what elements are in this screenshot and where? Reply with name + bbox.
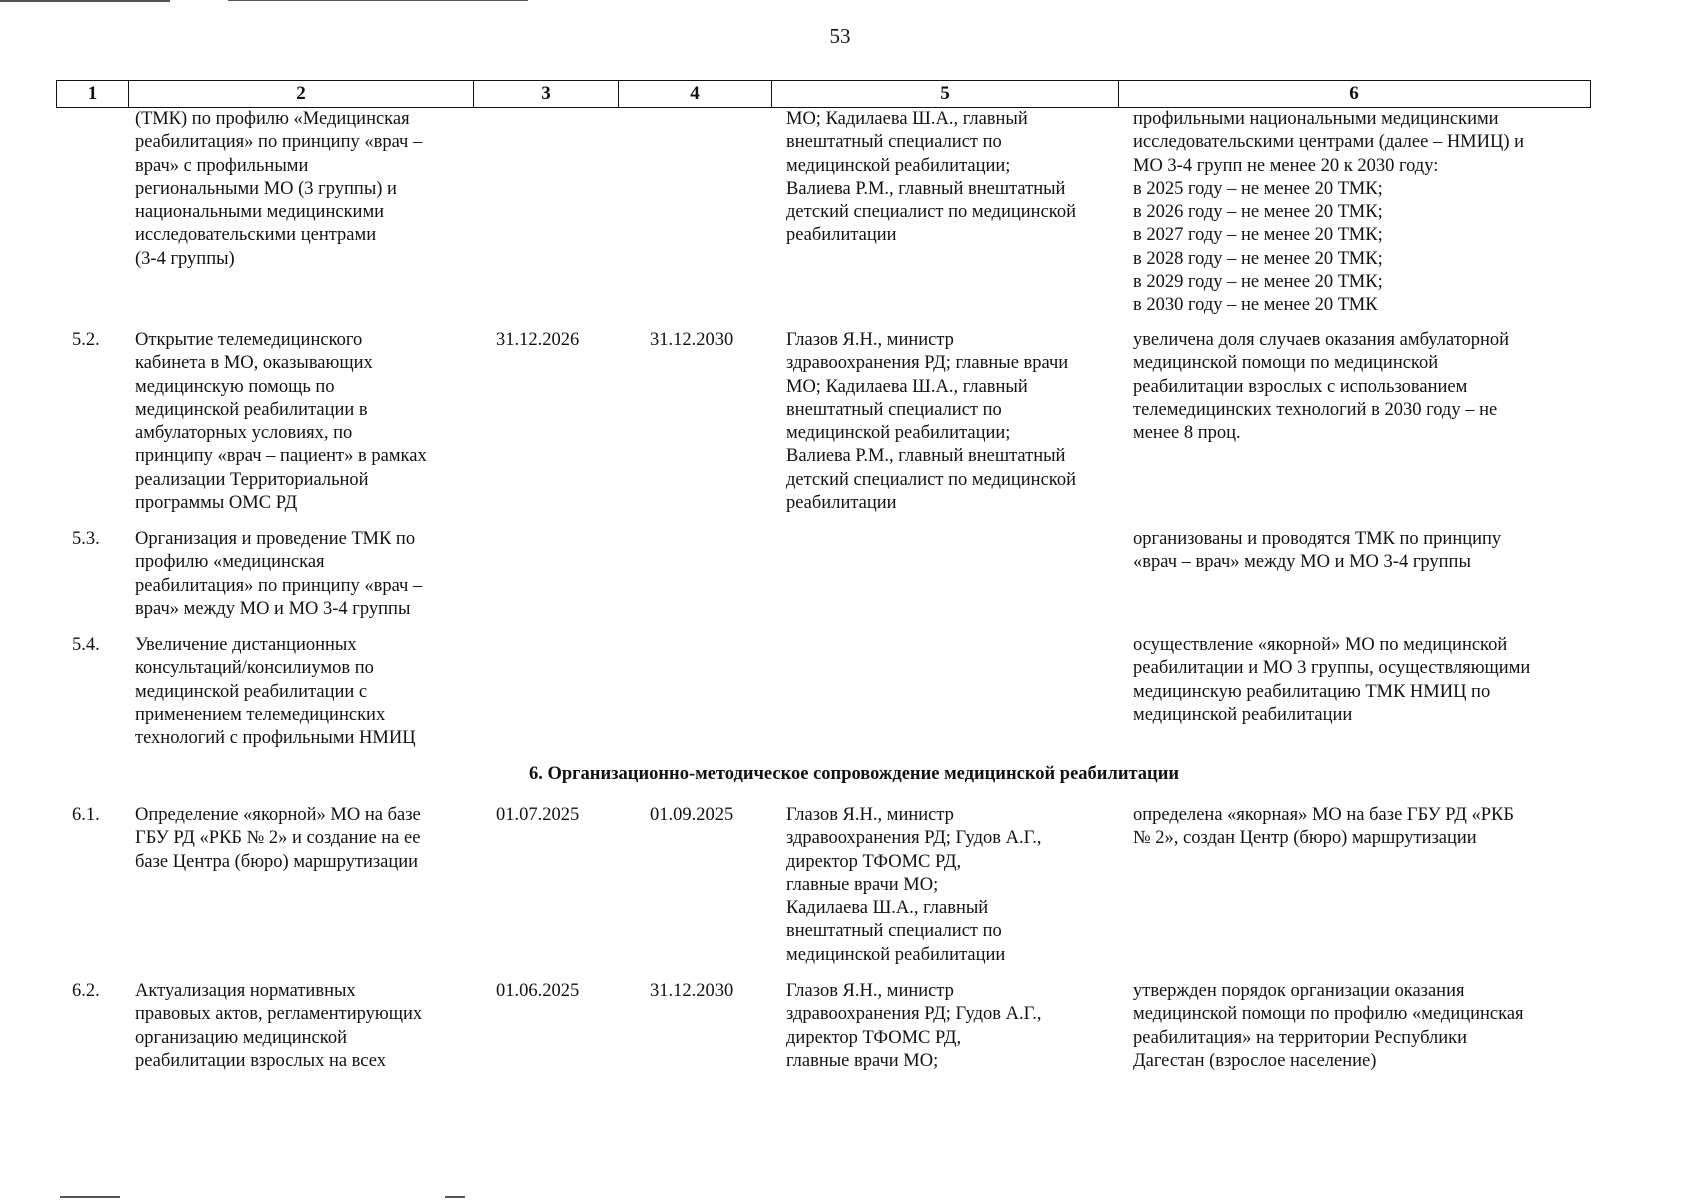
scan-edge-line bbox=[0, 0, 170, 2]
measure-text: Открытие телемедицинского кабинета в МО, оказывающих медицинскую помощь по медицинской реабилитации в амбулаторных условиях, по принципу «врач – пациент» в рамках реализации Территориальной программы ОМС РД bbox=[135, 330, 427, 514]
responsible-text: Глазов Я.Н., министр здравоохранения РД; главные врачи МО; Кадилаева Ш.А., главный внештатный специалист по медицинской реабилитации; Валиева Р.М., главный внештатный детский специалист по медицинской реабилитации bbox=[786, 330, 1076, 514]
column-header-4: 4 bbox=[619, 81, 772, 107]
end-date: 31.12.2030 bbox=[650, 981, 734, 1001]
measure-text: Актуализация нормативных правовых актов, регламентирующих организацию медицинской реабилитации взрослых на всех bbox=[135, 981, 423, 1071]
page-number: 53 bbox=[829, 24, 851, 48]
start-date: 01.07.2025 bbox=[496, 805, 580, 825]
responsible-text: МО; Кадилаева Ш.А., главный внештатный специалист по медицинской реабилитации; Валиева Р.М., главный внештатный детский специалист по медицинской реабилитации bbox=[786, 109, 1076, 246]
result-text: увеличена доля случаев оказания амбулаторной медицинской помощи по медицинской реабилитации взрослых с использованием телемедицинских технологий в 2030 году – не менее 8 проц. bbox=[1133, 330, 1510, 444]
result-text: утвержден порядок организации оказания медицинской помощи по профилю «медицинская реабилитация» на территории Республики Дагестан (взрослое население) bbox=[1133, 981, 1524, 1071]
end-date: 31.12.2030 bbox=[650, 330, 734, 350]
row-number: 5.4. bbox=[72, 635, 100, 655]
scan-edge-line bbox=[228, 0, 528, 1]
measure-text: Определение «якорной» МО на базе ГБУ РД «РКБ № 2» и создание на ее базе Центра (бюро) маршрутизации bbox=[135, 805, 421, 872]
row-number: 5.3. bbox=[72, 529, 100, 549]
start-date: 01.06.2025 bbox=[496, 981, 580, 1001]
end-date: 01.09.2025 bbox=[650, 805, 734, 825]
result-text: профильными национальными медицинскими исследовательскими центрами (далее – НМИЦ) и МО 3-4 групп не менее 20 к 2030 году: в 2025 году – не менее 20 ТМК; в 2026 году – не менее 20 ТМК; в 2027 году – не менее 20 ТМК; в 2028 году – не менее 20 ТМК; в 2029 году – не менее 20 ТМК; в 2030 году – не менее 20 ТМК bbox=[1133, 109, 1525, 316]
row-number: 6.2. bbox=[72, 981, 100, 1001]
section-title: 6. Организационно-методическое сопровождение медицинской реабилитации bbox=[528, 764, 1180, 784]
column-header-1: 1 bbox=[57, 81, 129, 107]
start-date: 31.12.2026 bbox=[496, 330, 580, 350]
column-header-6: 6 bbox=[1349, 83, 1359, 104]
measure-text: Увеличение дистанционных консультаций/консилиумов по медицинской реабилитации с применением телемедицинских технологий с профильными НМИЦ bbox=[135, 635, 416, 749]
column-header-5: 5 bbox=[772, 81, 1119, 107]
column-header-3: 3 bbox=[474, 81, 619, 107]
result-text: определена «якорная» МО на базе ГБУ РД «РКБ № 2», создан Центр (бюро) маршрутизации bbox=[1133, 805, 1514, 849]
scan-edge-line bbox=[60, 1196, 120, 1198]
responsible-text: Глазов Я.Н., министр здравоохранения РД; Гудов А.Г., директор ТФОМС РД, главные врачи МО; bbox=[786, 981, 1042, 1071]
measure-text: Организация и проведение ТМК по профилю «медицинская реабилитация» по принципу «врач – врач» между МО и МО 3-4 группы bbox=[135, 529, 423, 619]
result-text: осуществление «якорной» МО по медицинской реабилитации и МО 3 группы, осуществляющими медицинскую реабилитацию ТМК НМИЦ по медицинской реабилитации bbox=[1133, 635, 1531, 725]
row-number: 5.2. bbox=[72, 330, 100, 350]
column-header-2: 2 bbox=[129, 81, 474, 107]
result-text: организованы и проводятся ТМК по принципу «врач – врач» между МО и МО 3-4 группы bbox=[1133, 529, 1502, 573]
table-header-row bbox=[56, 80, 1591, 108]
measure-text: (ТМК) по профилю «Медицинская реабилитация» по принципу «врач – врач» с профильными региональными МО (3 группы) и национальными медицинскими исследовательскими центрами (3-4 группы) bbox=[135, 109, 423, 269]
row-number: 6.1. bbox=[72, 805, 100, 825]
scan-edge-line bbox=[445, 1196, 465, 1198]
responsible-text: Глазов Я.Н., министр здравоохранения РД; Гудов А.Г., директор ТФОМС РД, главные врачи МО; Кадилаева Ш.А., главный внештатный специалист по медицинской реабилитации bbox=[786, 805, 1042, 965]
